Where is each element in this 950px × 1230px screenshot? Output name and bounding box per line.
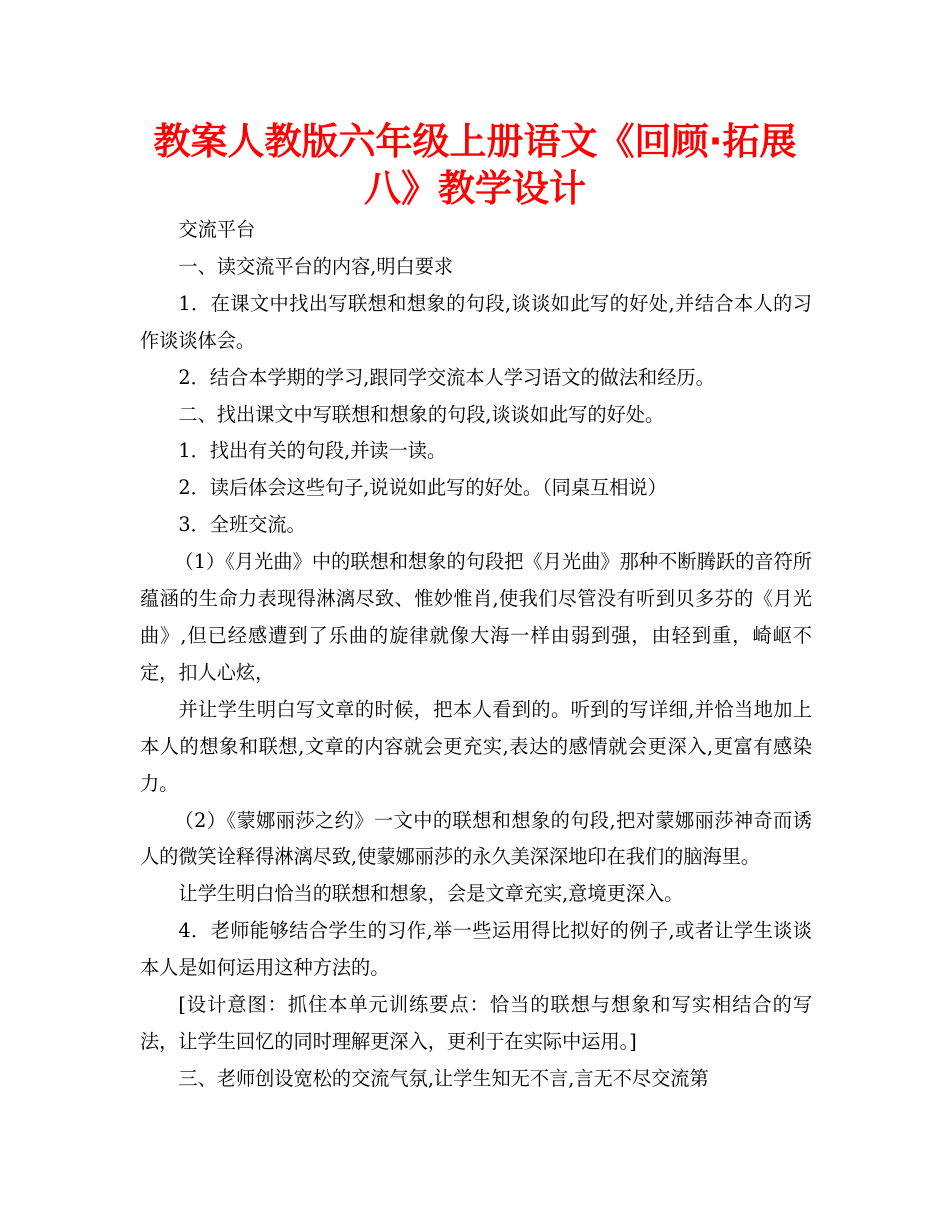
paragraph: [设计意图：抓住本单元训练要点：恰当的联想与想象和写实相结合的写法，让学生回忆的同时理解更深入，更利于在实际中运用。] [140,993,812,1053]
paragraph-section-heading: 交流平台 [178,218,256,241]
paragraph: 2．读后体会这些句子,说说如此写的好处。（同桌互相说） [178,476,667,500]
paragraph: 3．全班交流。 [178,513,306,537]
paragraph: 4．老师能够结合学生的习作,举一些运用得比拟好的例子,或者让学生谈谈本人是如何运用这种方法的。 [140,919,812,980]
document-body [140,212,812,1098]
document-title [130,118,820,212]
paragraph: 二、找出课文中写联想和想象的句段,谈谈如此写的好处。 [178,402,665,426]
paragraph: 并让学生明白写文章的时候，把本人看到的。听到的写详细,并恰当地加上本人的想象和联想,文章的内容就会更充实,表达的感情就会更深入,更富有感染力。 [140,697,812,795]
title-line-2: 八》教学设计 [364,167,586,210]
paragraph: 让学生明白恰当的联想和想象，会是文章充实,意境更深入。 [178,882,684,906]
paragraph: 三、老师创设宽松的交流气氛,让学生知无不言,言无不尽交流第 [178,1066,709,1090]
paragraph: 2．结合本学期的学习,跟同学交流本人学习语文的做法和经历。 [178,365,715,389]
paragraph: 1．在课文中找出写联想和想象的句段,谈谈如此写的好处,并结合本人的习作谈谈体会。 [140,291,812,352]
title-line-1: 教案人教版六年级上册语文《回顾·拓展 [153,120,797,163]
paragraph: （2）《蒙娜丽莎之约》一文中的联想和想象的句段,把对蒙娜丽莎神奇而诱人的微笑诠释得淋漓尽致,使蒙娜丽莎的永久美深深地印在我们的脑海里。 [140,808,812,869]
paragraph: 1．找出有关的句段,并读一读。 [178,439,447,463]
paragraph: 一、读交流平台的内容,明白要求 [178,254,454,278]
paragraph: （1）《月光曲》中的联想和想象的句段把《月光曲》那种不断腾跃的音符所蕴涵的生命力表现得淋漓尽致、惟妙惟肖,使我们尽管没有听到贝多芬的《月光曲》,但已经感遭到了乐曲的旋律就像大海一样由弱到强，由轻到重，崎岖不定，扣人心炫， [140,550,812,684]
